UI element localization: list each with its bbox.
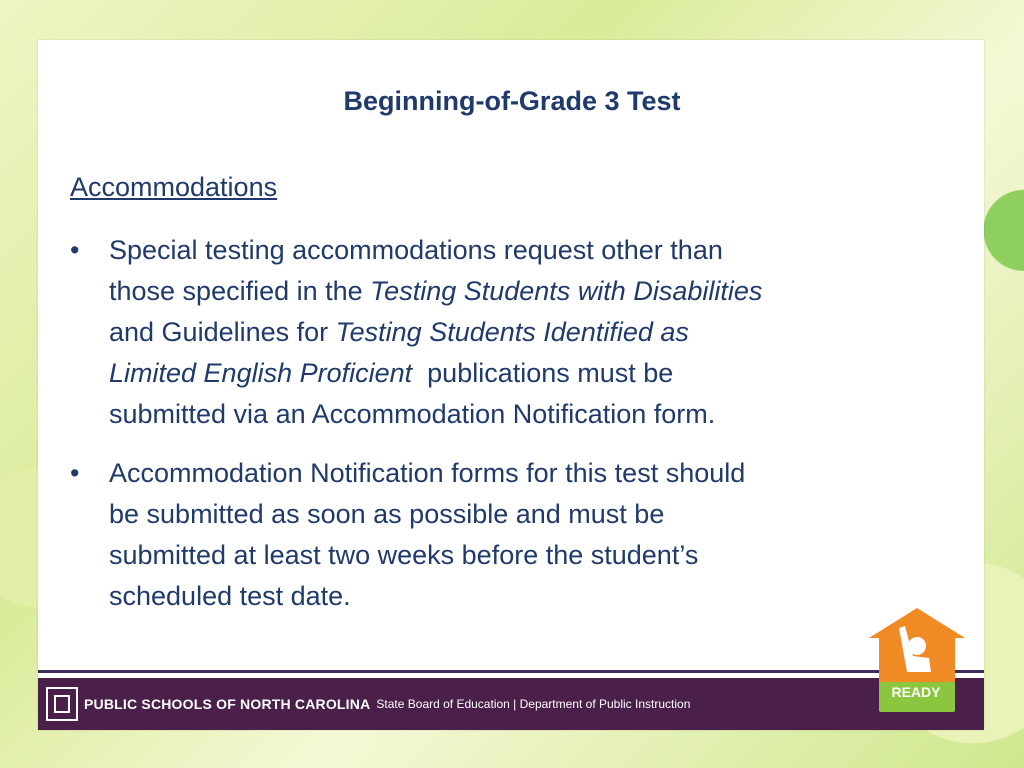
bullet-list <box>70 230 950 635</box>
bullet-item <box>70 230 950 435</box>
text-line: and Guidelines for <box>109 317 336 347</box>
footer-org: PUBLIC SCHOOLS OF NORTH CAROLINA <box>84 696 371 712</box>
text-line: be submitted as soon as possible and must be <box>109 499 665 529</box>
footer-rule <box>38 670 984 673</box>
publication-title: Testing Students Identified as <box>335 317 689 347</box>
seal-icon <box>46 687 78 721</box>
section-heading: Accommodations <box>70 172 278 202</box>
footer-dept: State Board of Education | Department of Public Instruction <box>376 697 691 711</box>
bullet-text <box>109 453 950 617</box>
footer-bar <box>38 678 984 730</box>
publication-title: Testing Students with Disabilities <box>370 276 763 306</box>
bullet-item <box>70 453 950 617</box>
ready-logo-label: READY <box>891 684 941 700</box>
bullet-dot: • <box>70 235 80 265</box>
text-line: Special testing accommodations request other than <box>109 235 723 265</box>
text-line: submitted via an Accommodation Notification form. <box>109 399 716 429</box>
publication-title: Limited English Proficient <box>109 358 413 388</box>
text-line: publications must be <box>412 358 674 388</box>
text-line: submitted at least two weeks before the student’s <box>109 540 699 570</box>
text-line: scheduled test date. <box>109 581 351 611</box>
bullet-dot: • <box>70 458 80 488</box>
slide-title: Beginning-of-Grade 3 Test <box>343 86 681 116</box>
text-line: Accommodation Notification forms for this test should <box>109 458 746 488</box>
text-line: those specified in the <box>109 276 371 306</box>
bullet-text <box>109 230 950 435</box>
